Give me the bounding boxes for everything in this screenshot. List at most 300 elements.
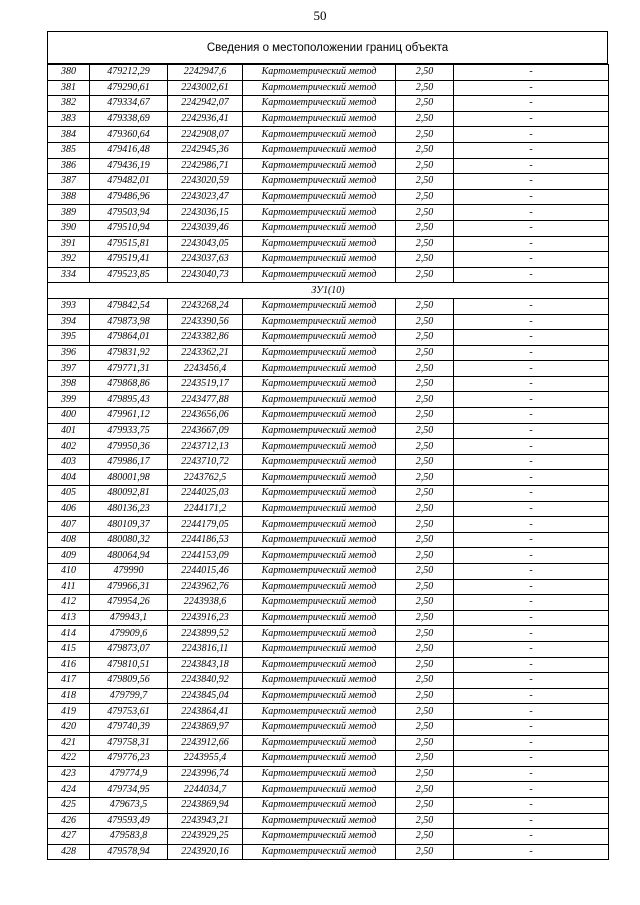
table-row <box>48 610 609 626</box>
point-number-cell: 385 <box>48 142 90 158</box>
point-number-cell: 413 <box>48 610 90 626</box>
table-row <box>48 766 609 782</box>
table-row <box>48 65 609 81</box>
y-coordinate-cell: 2243816,11 <box>168 641 243 657</box>
point-number-cell: 386 <box>48 158 90 174</box>
description-cell: - <box>454 80 609 96</box>
x-coordinate-cell: 479519,41 <box>90 252 168 268</box>
coordinates-table-body <box>48 65 609 860</box>
method-cell: Картометрический метод <box>243 486 396 502</box>
accuracy-cell: 2,50 <box>396 408 454 424</box>
accuracy-cell: 2,50 <box>396 501 454 517</box>
y-coordinate-cell: 2243929,25 <box>168 829 243 845</box>
description-cell: - <box>454 486 609 502</box>
point-number-cell: 384 <box>48 127 90 143</box>
y-coordinate-cell: 2242947,6 <box>168 65 243 81</box>
table-row <box>48 641 609 657</box>
x-coordinate-cell: 479986,17 <box>90 454 168 470</box>
y-coordinate-cell: 2243519,17 <box>168 376 243 392</box>
y-coordinate-cell: 2243920,16 <box>168 844 243 860</box>
point-number-cell: 381 <box>48 80 90 96</box>
table-row <box>48 361 609 377</box>
point-number-cell: 409 <box>48 548 90 564</box>
y-coordinate-cell: 2243382,86 <box>168 330 243 346</box>
page-number: 50 <box>313 8 327 23</box>
x-coordinate-cell: 479290,61 <box>90 80 168 96</box>
accuracy-cell: 2,50 <box>396 252 454 268</box>
x-coordinate-cell: 480136,23 <box>90 501 168 517</box>
x-coordinate-cell: 479771,31 <box>90 361 168 377</box>
x-coordinate-cell: 479503,94 <box>90 205 168 221</box>
table-row <box>48 408 609 424</box>
y-coordinate-cell: 2243456,4 <box>168 361 243 377</box>
accuracy-cell: 2,50 <box>396 704 454 720</box>
accuracy-cell: 2,50 <box>396 189 454 205</box>
accuracy-cell: 2,50 <box>396 96 454 112</box>
table-row <box>48 96 609 112</box>
table-row <box>48 376 609 392</box>
table-row <box>48 220 609 236</box>
x-coordinate-cell: 479338,69 <box>90 111 168 127</box>
accuracy-cell: 2,50 <box>396 314 454 330</box>
table-row <box>48 844 609 860</box>
table-row <box>48 80 609 96</box>
accuracy-cell: 2,50 <box>396 454 454 470</box>
description-cell: - <box>454 345 609 361</box>
method-cell: Картометрический метод <box>243 470 396 486</box>
y-coordinate-cell: 2243390,56 <box>168 314 243 330</box>
section-row <box>48 283 609 299</box>
y-coordinate-cell: 2243762,5 <box>168 470 243 486</box>
point-number-cell: 419 <box>48 704 90 720</box>
method-cell: Картометрический метод <box>243 704 396 720</box>
table-row <box>48 813 609 829</box>
description-cell: - <box>454 641 609 657</box>
x-coordinate-cell: 480080,32 <box>90 532 168 548</box>
description-cell: - <box>454 673 609 689</box>
accuracy-cell: 2,50 <box>396 423 454 439</box>
accuracy-cell: 2,50 <box>396 392 454 408</box>
accuracy-cell: 2,50 <box>396 376 454 392</box>
x-coordinate-cell: 479943,1 <box>90 610 168 626</box>
accuracy-cell: 2,50 <box>396 361 454 377</box>
y-coordinate-cell: 2244153,09 <box>168 548 243 564</box>
description-cell: - <box>454 423 609 439</box>
table-row <box>48 797 609 813</box>
point-number-cell: 403 <box>48 454 90 470</box>
table-row <box>48 314 609 330</box>
description-cell: - <box>454 65 609 81</box>
y-coordinate-cell: 2243869,97 <box>168 719 243 735</box>
accuracy-cell: 2,50 <box>396 439 454 455</box>
x-coordinate-cell: 479740,39 <box>90 719 168 735</box>
y-coordinate-cell: 2244034,7 <box>168 782 243 798</box>
description-cell: - <box>454 392 609 408</box>
accuracy-cell: 2,50 <box>396 330 454 346</box>
method-cell: Картометрический метод <box>243 392 396 408</box>
x-coordinate-cell: 479954,26 <box>90 595 168 611</box>
x-coordinate-cell: 479510,94 <box>90 220 168 236</box>
y-coordinate-cell: 2243023,47 <box>168 189 243 205</box>
x-coordinate-cell: 479593,49 <box>90 813 168 829</box>
description-cell: - <box>454 610 609 626</box>
y-coordinate-cell: 2243840,92 <box>168 673 243 689</box>
method-cell: Картометрический метод <box>243 626 396 642</box>
point-number-cell: 420 <box>48 719 90 735</box>
description-cell: - <box>454 532 609 548</box>
method-cell: Картометрический метод <box>243 673 396 689</box>
method-cell: Картометрический метод <box>243 298 396 314</box>
table-row <box>48 657 609 673</box>
table-row <box>48 626 609 642</box>
description-cell: - <box>454 844 609 860</box>
point-number-cell: 390 <box>48 220 90 236</box>
table-row <box>48 579 609 595</box>
description-cell: - <box>454 595 609 611</box>
point-number-cell: 394 <box>48 314 90 330</box>
method-cell: Картометрический метод <box>243 127 396 143</box>
table-row <box>48 719 609 735</box>
method-cell: Картометрический метод <box>243 80 396 96</box>
y-coordinate-cell: 2243843,18 <box>168 657 243 673</box>
y-coordinate-cell: 2244179,05 <box>168 517 243 533</box>
description-cell: - <box>454 829 609 845</box>
x-coordinate-cell: 479734,95 <box>90 782 168 798</box>
table-row <box>48 267 609 283</box>
description-cell: - <box>454 111 609 127</box>
point-number-cell: 383 <box>48 111 90 127</box>
x-coordinate-cell: 479990 <box>90 564 168 580</box>
accuracy-cell: 2,50 <box>396 751 454 767</box>
table-row <box>48 127 609 143</box>
x-coordinate-cell: 479961,12 <box>90 408 168 424</box>
y-coordinate-cell: 2243043,05 <box>168 236 243 252</box>
point-number-cell: 401 <box>48 423 90 439</box>
x-coordinate-cell: 480092,81 <box>90 486 168 502</box>
accuracy-cell: 2,50 <box>396 345 454 361</box>
method-cell: Картометрический метод <box>243 735 396 751</box>
x-coordinate-cell: 479810,51 <box>90 657 168 673</box>
point-number-cell: 425 <box>48 797 90 813</box>
point-number-cell: 418 <box>48 688 90 704</box>
description-cell: - <box>454 236 609 252</box>
accuracy-cell: 2,50 <box>396 205 454 221</box>
description-cell: - <box>454 782 609 798</box>
method-cell: Картометрический метод <box>243 782 396 798</box>
description-cell: - <box>454 267 609 283</box>
point-number-cell: 396 <box>48 345 90 361</box>
description-cell: - <box>454 96 609 112</box>
description-cell: - <box>454 704 609 720</box>
point-number-cell: 387 <box>48 174 90 190</box>
table-row <box>48 454 609 470</box>
description-cell: - <box>454 314 609 330</box>
accuracy-cell: 2,50 <box>396 626 454 642</box>
point-number-cell: 334 <box>48 267 90 283</box>
method-cell: Картометрический метод <box>243 142 396 158</box>
table-row <box>48 470 609 486</box>
method-cell: Картометрический метод <box>243 517 396 533</box>
accuracy-cell: 2,50 <box>396 579 454 595</box>
accuracy-cell: 2,50 <box>396 470 454 486</box>
table-row <box>48 439 609 455</box>
method-cell: Картометрический метод <box>243 564 396 580</box>
y-coordinate-cell: 2244015,46 <box>168 564 243 580</box>
method-cell: Картометрический метод <box>243 423 396 439</box>
description-cell: - <box>454 252 609 268</box>
point-number-cell: 400 <box>48 408 90 424</box>
y-coordinate-cell: 2243916,23 <box>168 610 243 626</box>
y-coordinate-cell: 2243040,73 <box>168 267 243 283</box>
table-row <box>48 704 609 720</box>
x-coordinate-cell: 479776,23 <box>90 751 168 767</box>
method-cell: Картометрический метод <box>243 189 396 205</box>
description-cell: - <box>454 657 609 673</box>
method-cell: Картометрический метод <box>243 797 396 813</box>
x-coordinate-cell: 479873,98 <box>90 314 168 330</box>
accuracy-cell: 2,50 <box>396 719 454 735</box>
accuracy-cell: 2,50 <box>396 641 454 657</box>
point-number-cell: 389 <box>48 205 90 221</box>
y-coordinate-cell: 2243036,15 <box>168 205 243 221</box>
table-row <box>48 673 609 689</box>
table-row <box>48 298 609 314</box>
y-coordinate-cell: 2244025,03 <box>168 486 243 502</box>
x-coordinate-cell: 479673,5 <box>90 797 168 813</box>
table-row <box>48 501 609 517</box>
accuracy-cell: 2,50 <box>396 766 454 782</box>
description-cell: - <box>454 189 609 205</box>
y-coordinate-cell: 2243362,21 <box>168 345 243 361</box>
description-cell: - <box>454 376 609 392</box>
method-cell: Картометрический метод <box>243 844 396 860</box>
method-cell: Картометрический метод <box>243 96 396 112</box>
point-number-cell: 415 <box>48 641 90 657</box>
method-cell: Картометрический метод <box>243 205 396 221</box>
table-row <box>48 595 609 611</box>
point-number-cell: 391 <box>48 236 90 252</box>
point-number-cell: 407 <box>48 517 90 533</box>
accuracy-cell: 2,50 <box>396 813 454 829</box>
table-row <box>48 392 609 408</box>
x-coordinate-cell: 479868,86 <box>90 376 168 392</box>
description-cell: - <box>454 501 609 517</box>
point-number-cell: 414 <box>48 626 90 642</box>
point-number-cell: 428 <box>48 844 90 860</box>
x-coordinate-cell: 479842,54 <box>90 298 168 314</box>
method-cell: Картометрический метод <box>243 579 396 595</box>
point-number-cell: 423 <box>48 766 90 782</box>
y-coordinate-cell: 2243955,4 <box>168 751 243 767</box>
table-row <box>48 548 609 564</box>
description-cell: - <box>454 766 609 782</box>
method-cell: Картометрический метод <box>243 766 396 782</box>
method-cell: Картометрический метод <box>243 65 396 81</box>
accuracy-cell: 2,50 <box>396 298 454 314</box>
point-number-cell: 417 <box>48 673 90 689</box>
x-coordinate-cell: 479523,85 <box>90 267 168 283</box>
y-coordinate-cell: 2242945,36 <box>168 142 243 158</box>
accuracy-cell: 2,50 <box>396 158 454 174</box>
description-cell: - <box>454 439 609 455</box>
x-coordinate-cell: 479895,43 <box>90 392 168 408</box>
coordinates-table <box>47 64 609 860</box>
point-number-cell: 398 <box>48 376 90 392</box>
accuracy-cell: 2,50 <box>396 657 454 673</box>
x-coordinate-cell: 479212,29 <box>90 65 168 81</box>
x-coordinate-cell: 480109,37 <box>90 517 168 533</box>
y-coordinate-cell: 2243938,6 <box>168 595 243 611</box>
x-coordinate-cell: 479799,7 <box>90 688 168 704</box>
y-coordinate-cell: 2243039,46 <box>168 220 243 236</box>
x-coordinate-cell: 479486,96 <box>90 189 168 205</box>
x-coordinate-cell: 479753,61 <box>90 704 168 720</box>
table-row <box>48 345 609 361</box>
method-cell: Картометрический метод <box>243 641 396 657</box>
accuracy-cell: 2,50 <box>396 517 454 533</box>
x-coordinate-cell: 479360,64 <box>90 127 168 143</box>
method-cell: Картометрический метод <box>243 548 396 564</box>
description-cell: - <box>454 688 609 704</box>
y-coordinate-cell: 2243710,72 <box>168 454 243 470</box>
x-coordinate-cell: 479774,9 <box>90 766 168 782</box>
x-coordinate-cell: 479809,56 <box>90 673 168 689</box>
description-cell: - <box>454 330 609 346</box>
y-coordinate-cell: 2243667,09 <box>168 423 243 439</box>
method-cell: Картометрический метод <box>243 610 396 626</box>
accuracy-cell: 2,50 <box>396 797 454 813</box>
y-coordinate-cell: 2243899,52 <box>168 626 243 642</box>
description-cell: - <box>454 127 609 143</box>
y-coordinate-cell: 2243962,76 <box>168 579 243 595</box>
method-cell: Картометрический метод <box>243 454 396 470</box>
table-row <box>48 189 609 205</box>
y-coordinate-cell: 2244171,2 <box>168 501 243 517</box>
accuracy-cell: 2,50 <box>396 548 454 564</box>
description-cell: - <box>454 719 609 735</box>
accuracy-cell: 2,50 <box>396 610 454 626</box>
method-cell: Картометрический метод <box>243 595 396 611</box>
description-cell: - <box>454 220 609 236</box>
x-coordinate-cell: 479909,6 <box>90 626 168 642</box>
description-cell: - <box>454 408 609 424</box>
table-row <box>48 205 609 221</box>
method-cell: Картометрический метод <box>243 111 396 127</box>
description-cell: - <box>454 454 609 470</box>
y-coordinate-cell: 2243869,94 <box>168 797 243 813</box>
description-cell: - <box>454 813 609 829</box>
y-coordinate-cell: 2243845,04 <box>168 688 243 704</box>
point-number-cell: 422 <box>48 751 90 767</box>
table-row <box>48 252 609 268</box>
x-coordinate-cell: 479334,67 <box>90 96 168 112</box>
accuracy-cell: 2,50 <box>396 564 454 580</box>
y-coordinate-cell: 2243864,41 <box>168 704 243 720</box>
y-coordinate-cell: 2243712,13 <box>168 439 243 455</box>
x-coordinate-cell: 479416,48 <box>90 142 168 158</box>
method-cell: Картометрический метод <box>243 330 396 346</box>
y-coordinate-cell: 2243656,06 <box>168 408 243 424</box>
accuracy-cell: 2,50 <box>396 673 454 689</box>
table-title: Сведения о местоположении границ объекта <box>47 31 608 64</box>
x-coordinate-cell: 479950,36 <box>90 439 168 455</box>
y-coordinate-cell: 2244186,53 <box>168 532 243 548</box>
method-cell: Картометрический метод <box>243 439 396 455</box>
x-coordinate-cell: 479933,75 <box>90 423 168 439</box>
method-cell: Картометрический метод <box>243 657 396 673</box>
table-row <box>48 517 609 533</box>
y-coordinate-cell: 2243020,59 <box>168 174 243 190</box>
description-cell: - <box>454 205 609 221</box>
method-cell: Картометрический метод <box>243 688 396 704</box>
method-cell: Картометрический метод <box>243 501 396 517</box>
point-number-cell: 393 <box>48 298 90 314</box>
point-number-cell: 380 <box>48 65 90 81</box>
description-cell: - <box>454 158 609 174</box>
method-cell: Картометрический метод <box>243 719 396 735</box>
method-cell: Картометрический метод <box>243 408 396 424</box>
section-label: ЗУ1(10) <box>48 283 609 299</box>
table-row <box>48 564 609 580</box>
point-number-cell: 411 <box>48 579 90 595</box>
y-coordinate-cell: 2242986,71 <box>168 158 243 174</box>
accuracy-cell: 2,50 <box>396 532 454 548</box>
method-cell: Картометрический метод <box>243 376 396 392</box>
x-coordinate-cell: 479864,01 <box>90 330 168 346</box>
boundary-table-sheet <box>47 31 608 860</box>
x-coordinate-cell: 480001,98 <box>90 470 168 486</box>
y-coordinate-cell: 2242942,07 <box>168 96 243 112</box>
accuracy-cell: 2,50 <box>396 174 454 190</box>
description-cell: - <box>454 298 609 314</box>
y-coordinate-cell: 2243477,88 <box>168 392 243 408</box>
table-row <box>48 142 609 158</box>
table-row <box>48 236 609 252</box>
point-number-cell: 392 <box>48 252 90 268</box>
x-coordinate-cell: 479966,31 <box>90 579 168 595</box>
table-row <box>48 158 609 174</box>
point-number-cell: 406 <box>48 501 90 517</box>
method-cell: Картометрический метод <box>243 174 396 190</box>
table-row <box>48 688 609 704</box>
accuracy-cell: 2,50 <box>396 735 454 751</box>
x-coordinate-cell: 479482,01 <box>90 174 168 190</box>
description-cell: - <box>454 548 609 564</box>
method-cell: Картометрический метод <box>243 314 396 330</box>
description-cell: - <box>454 579 609 595</box>
method-cell: Картометрический метод <box>243 361 396 377</box>
method-cell: Картометрический метод <box>243 532 396 548</box>
y-coordinate-cell: 2243268,24 <box>168 298 243 314</box>
point-number-cell: 402 <box>48 439 90 455</box>
accuracy-cell: 2,50 <box>396 127 454 143</box>
table-row <box>48 829 609 845</box>
table-row <box>48 111 609 127</box>
y-coordinate-cell: 2242908,07 <box>168 127 243 143</box>
table-row <box>48 751 609 767</box>
method-cell: Картометрический метод <box>243 252 396 268</box>
accuracy-cell: 2,50 <box>396 829 454 845</box>
method-cell: Картометрический метод <box>243 829 396 845</box>
point-number-cell: 388 <box>48 189 90 205</box>
y-coordinate-cell: 2243912,66 <box>168 735 243 751</box>
accuracy-cell: 2,50 <box>396 236 454 252</box>
accuracy-cell: 2,50 <box>396 844 454 860</box>
x-coordinate-cell: 479831,92 <box>90 345 168 361</box>
method-cell: Картометрический метод <box>243 236 396 252</box>
accuracy-cell: 2,50 <box>396 688 454 704</box>
x-coordinate-cell: 479578,94 <box>90 844 168 860</box>
